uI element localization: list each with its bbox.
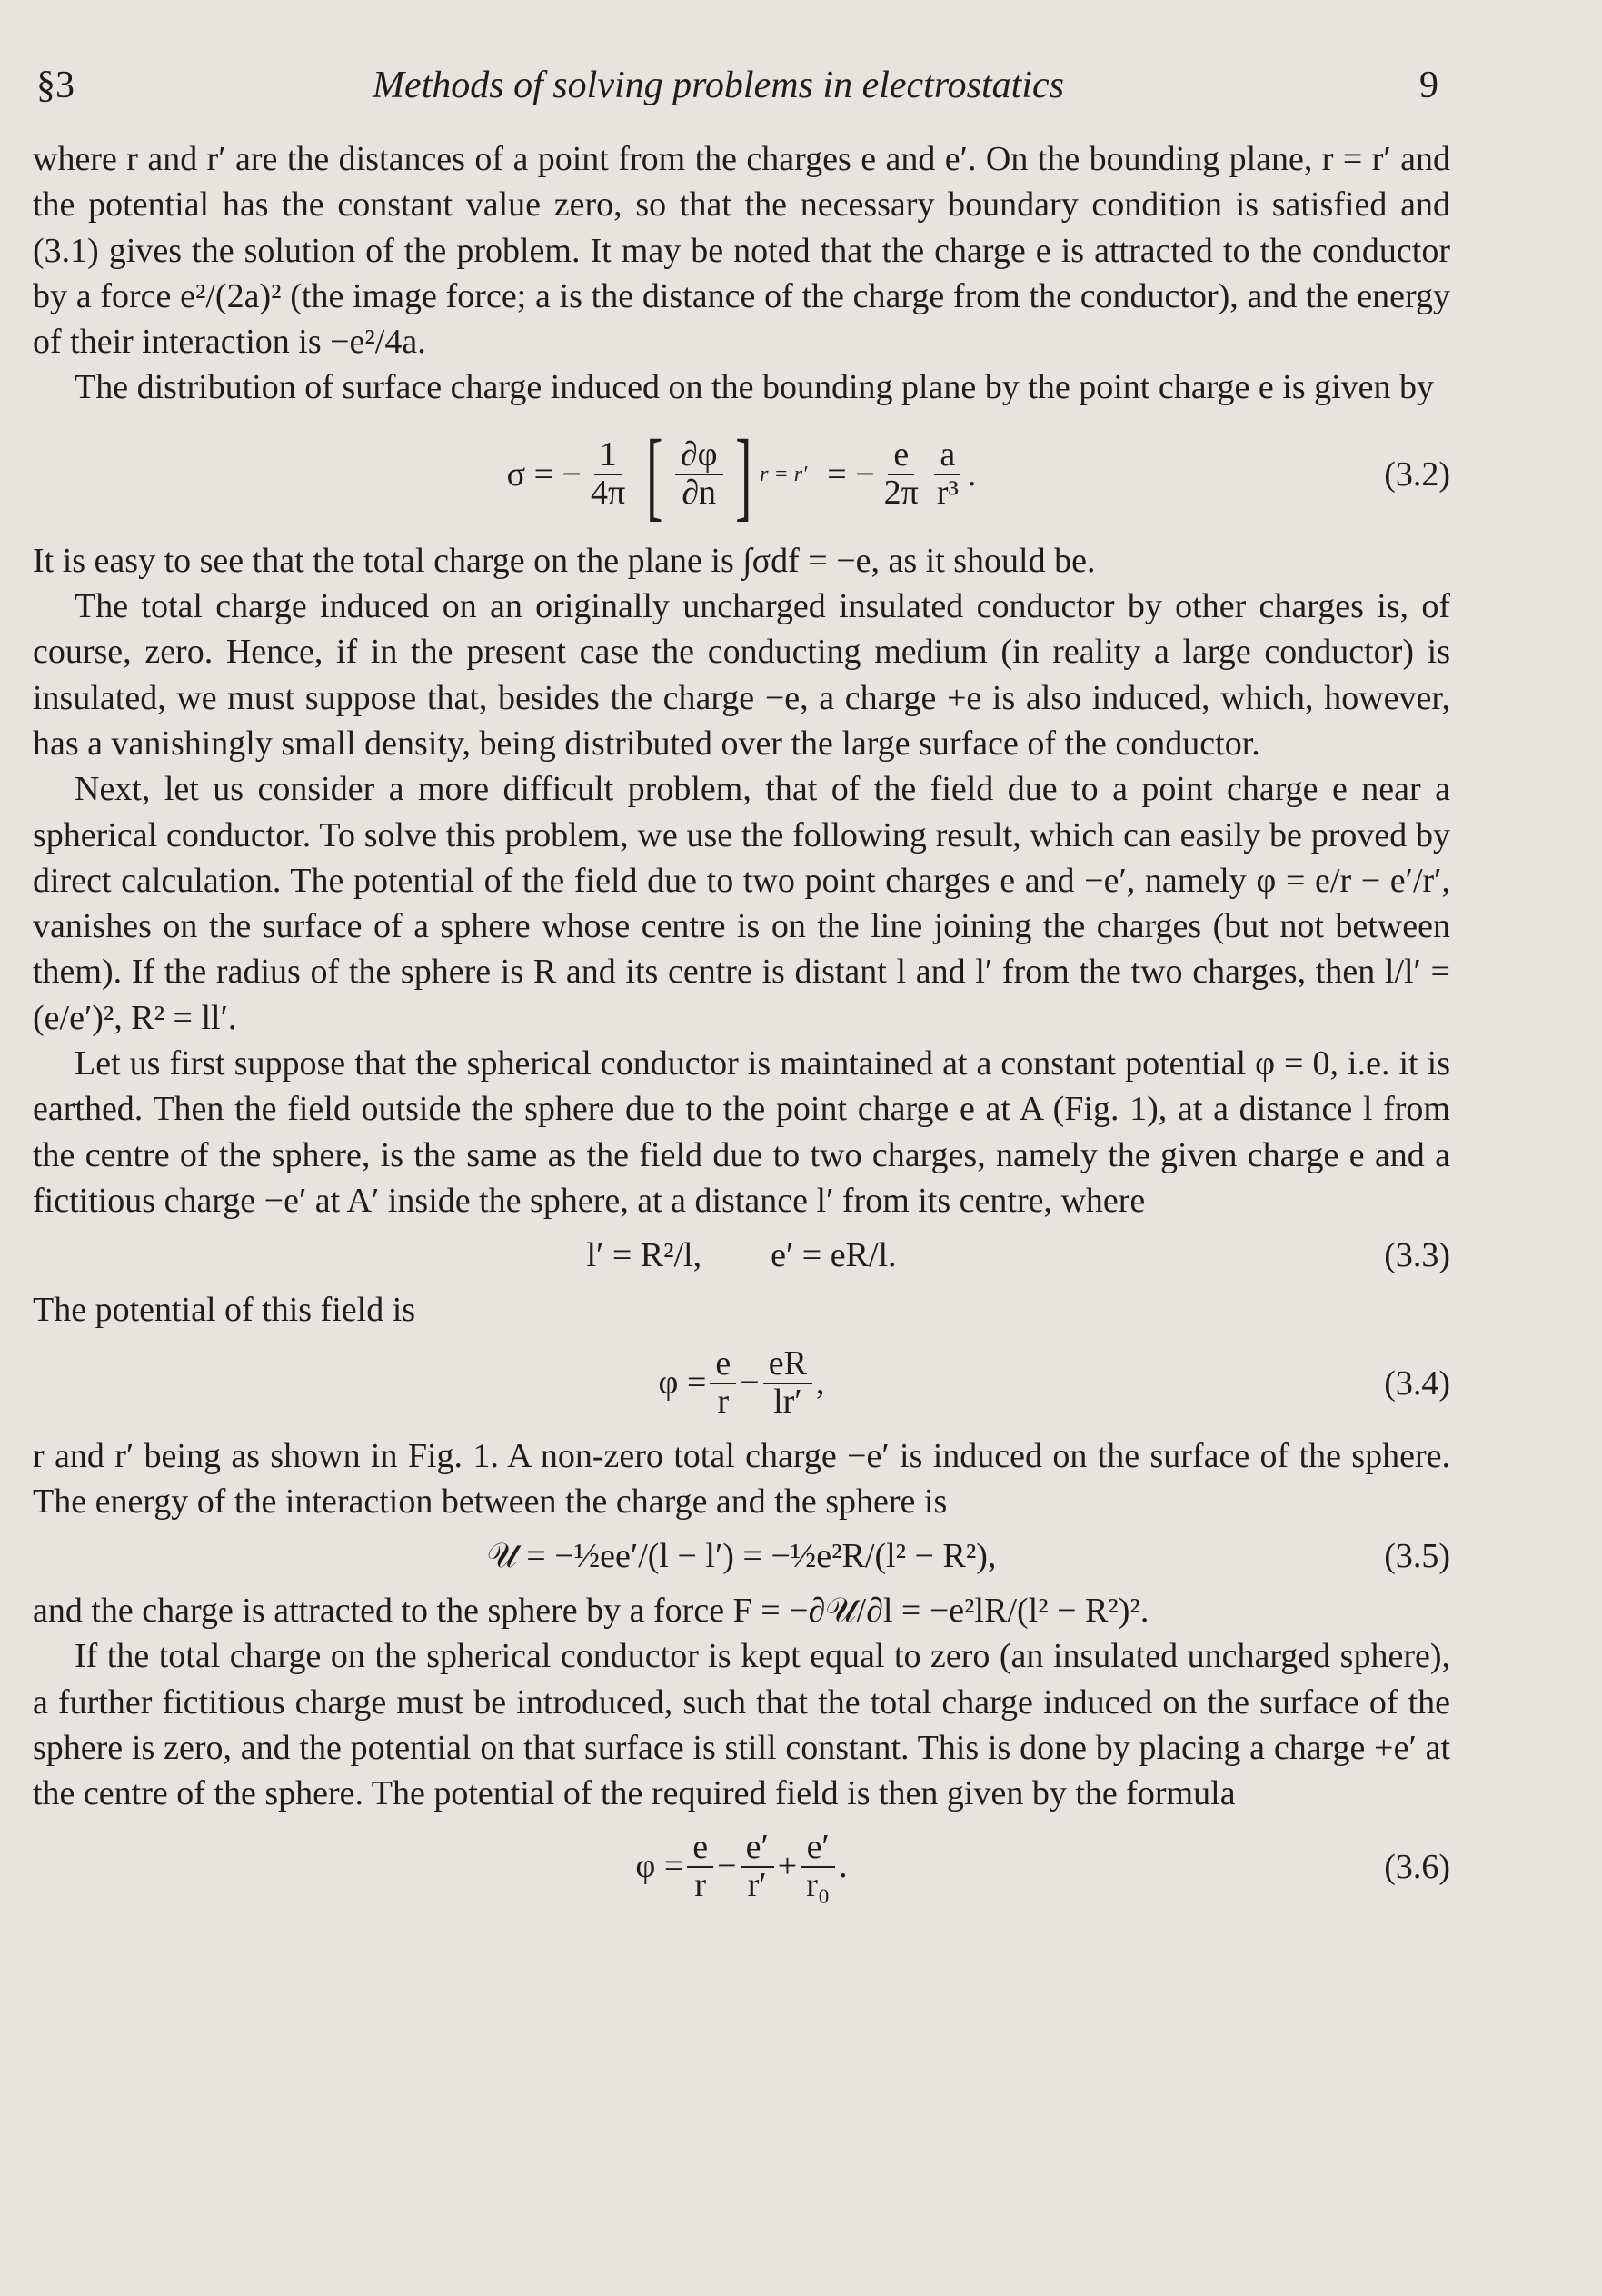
eq-lhs: φ = <box>658 1363 707 1403</box>
eq-lhs: σ = − <box>506 454 582 494</box>
equation-number: (3.2) <box>1384 454 1450 494</box>
paragraph: Next, let us consider a more difficult problem, that of the field due to a point charge e near a spherical conductor. To solve this problem, we use the following result, which can easily be proved by direct calculation. The potential of the field due to two point charges e and −e′, namely φ = e/r − e′/r′, vanishes on the surface of a sphere whose centre is on the line joining the charges (but not between them). If the radius of the sphere is R and its centre is distant l and l′ from the two charges, then l/l′ = (e/e′)², R² = ll′. <box>33 770 1450 1037</box>
denominator: r′ <box>747 1865 767 1904</box>
equation-number: (3.3) <box>1384 1236 1450 1275</box>
eq-tail: , <box>815 1363 825 1403</box>
paragraph: It is easy to see that the total charge on the plane is ∫σdf = −e, as it should be. <box>33 541 1096 580</box>
page-body <box>33 136 1450 1917</box>
chapter-title: Methods of solving problems in electrostatics <box>373 65 1064 106</box>
left-bracket-glyph: [ <box>646 418 663 530</box>
numerator: e <box>888 437 914 475</box>
denominator: r <box>694 1865 707 1904</box>
fraction <box>585 434 631 512</box>
denominator: 4π <box>590 473 626 512</box>
numerator: 1 <box>594 437 622 475</box>
paragraph: r and r′ being as shown in Fig. 1. A non-zero total charge −e′ is induced on the surface of the sphere. The energy of the interaction between the charge and the sphere is <box>33 1436 1450 1521</box>
equation-number: (3.4) <box>1384 1363 1450 1403</box>
eq-operator: − <box>717 1847 737 1886</box>
paragraph: The total charge induced on an originally uncharged insulated conductor by other charges is, of course, zero. Hence, if in the present case the conducting medium (in reality a large conductor) is insulated, we must suppose that, besides the charge −e, a charge +e is also induced, which, however, has a vanishingly small density, being distributed over the large surface of the conductor. <box>33 587 1450 763</box>
fraction <box>931 434 964 512</box>
denominator: r³ <box>936 473 959 512</box>
eq-mid: = − <box>827 454 875 494</box>
paragraph: Let us first suppose that the spherical conductor is maintained at a constant potential φ = 0, i.e. it is earthed. Then the field outside the sphere due to the point charge e at A (Fig. 1), at a distance l from the centre of the sphere, is the same as the field due to two charges, namely the given charge e and a fictitious charge −e′ at A′ inside the sphere, at a distance l′ from its centre, where <box>33 1044 1450 1220</box>
numerator: e′ <box>741 1830 774 1868</box>
fraction <box>763 1343 812 1421</box>
eq-tail: . <box>839 1847 848 1886</box>
eq-lhs: φ = <box>635 1847 684 1886</box>
eq-formula: 𝒰 = −½ee′/(l − l′) = −½e²R/(l² − R²), <box>486 1536 997 1575</box>
fraction <box>710 1343 736 1421</box>
numerator: e′ <box>801 1830 835 1868</box>
bracket-subscript: r = r′ <box>760 462 808 486</box>
numerator: e <box>687 1830 713 1868</box>
denominator: r₀ <box>806 1865 831 1904</box>
numerator: ∂φ <box>675 437 723 475</box>
page-number: 9 <box>1419 65 1438 106</box>
paragraph: If the total charge on the spherical conductor is kept equal to zero (an insulated uncharged sphere), a further fictitious charge must be introduced, such that the total charge induced on the surface of the sphere is zero, and the potential on that surface is still constant. This is done by placing a charge +e′ at the centre of the sphere. The potential of the required field is then given by the formula <box>33 1637 1450 1813</box>
paragraph: where r and r′ are the distances of a point from the charges e and e′. On the bounding plane, r = r′ and the potential has the constant value zero, so that the necessary boundary condition is satisfied and (3.1) gives the solution of the problem. It may be noted that the charge e is attracted to the conductor by a force e²/(2a)² (the image force; a is the distance of the charge from the conductor), and the energy of their interaction is −e²/4a. <box>33 140 1450 362</box>
eq-tail: . <box>967 454 977 494</box>
eq-operator: − <box>740 1363 760 1403</box>
eq-operator: + <box>777 1847 798 1886</box>
right-bracket-glyph: ] <box>734 418 751 530</box>
denominator: r <box>717 1382 730 1421</box>
equation-3-5 <box>33 1524 1450 1588</box>
paragraph: The distribution of surface charge induced on the bounding plane by the point charge e is given by <box>75 368 1435 407</box>
evaluation-bracket <box>638 418 808 530</box>
equation-number: (3.5) <box>1384 1536 1450 1575</box>
equation-3-6 <box>33 1817 1450 1917</box>
running-header <box>36 64 1438 118</box>
eq-formula: l′ = R²/l, e′ = eR/l. <box>586 1236 897 1275</box>
equation-number: (3.6) <box>1384 1847 1450 1886</box>
denominator: lr′ <box>773 1382 802 1421</box>
fraction <box>741 1827 774 1904</box>
numerator: a <box>934 437 960 475</box>
fraction <box>675 434 723 512</box>
paragraph: and the charge is attracted to the sphere by a force F = −∂𝒰/∂l = −e²lR/(l² − R²)². <box>33 1592 1149 1631</box>
denominator: ∂n <box>682 473 717 512</box>
numerator: e <box>710 1346 736 1384</box>
fraction <box>879 434 924 512</box>
fraction <box>801 1827 835 1904</box>
equation-3-4 <box>33 1333 1450 1433</box>
equation-3-2 <box>33 411 1450 538</box>
fraction <box>687 1827 713 1904</box>
paragraph: The potential of this field is <box>33 1291 416 1330</box>
denominator: 2π <box>883 473 919 512</box>
equation-3-3 <box>33 1223 1450 1287</box>
numerator: eR <box>763 1346 812 1384</box>
section-number: §3 <box>36 65 75 106</box>
